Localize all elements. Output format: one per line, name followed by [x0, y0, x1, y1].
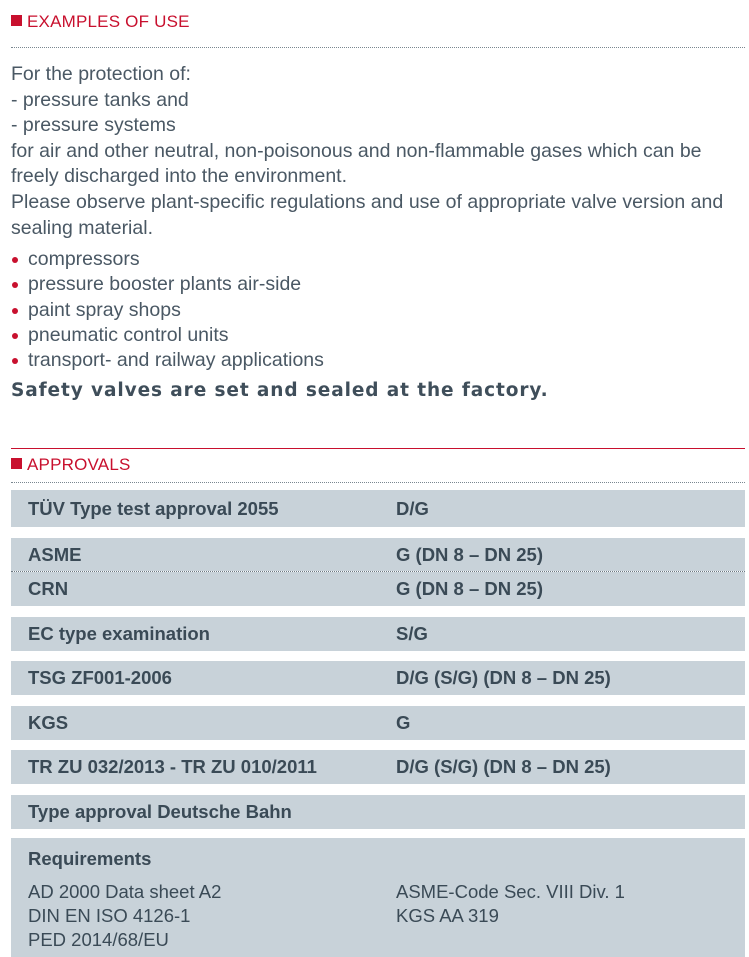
divider — [11, 47, 745, 48]
bullet-icon — [12, 308, 18, 314]
bullet-icon — [12, 358, 18, 364]
use-list — [11, 247, 745, 373]
approval-name: CRN — [28, 578, 69, 599]
requirements-right — [396, 880, 625, 928]
approval-name: KGS — [28, 712, 69, 733]
approval-name: TSG ZF001-2006 — [28, 667, 172, 688]
bullet-icon — [12, 333, 18, 339]
requirement-item: ASME-Code Sec. VIII Div. 1 — [396, 881, 625, 902]
approval-value: D/G (S/G) (DN 8 – DN 25) — [396, 756, 611, 777]
bullet-icon — [12, 257, 18, 263]
table-row — [11, 617, 745, 651]
approval-value: G (DN 8 – DN 25) — [396, 578, 544, 599]
requirement-item: DIN EN ISO 4126-1 — [28, 905, 191, 926]
divider — [11, 482, 745, 483]
approval-value: G (DN 8 – DN 25) — [396, 544, 544, 565]
requirement-item: AD 2000 Data sheet A2 — [28, 881, 222, 902]
approval-value: D/G — [396, 498, 429, 519]
list-item: transport- and railway applications — [11, 348, 745, 373]
approval-value: S/G — [396, 623, 428, 644]
list-item: pressure booster plants air-side — [11, 272, 745, 297]
dash-item: - pressure tanks and — [11, 88, 189, 111]
requirements-block — [11, 838, 745, 957]
requirement-item: PED 2014/68/EU — [28, 929, 169, 950]
approval-value: G — [396, 712, 411, 733]
approval-name: ASME — [28, 544, 82, 565]
paragraph: for air and other neutral, non-poisonous and non-flammable gases which can be freely discharged into the environment. — [11, 139, 702, 188]
table-row — [11, 538, 745, 571]
intro-text: For the protection of: — [11, 63, 191, 85]
requirements-left — [28, 880, 221, 952]
approvals-heading: APPROVALS — [11, 455, 131, 475]
approval-name: TR ZU 032/2013 - TR ZU 010/2011 — [28, 756, 317, 777]
table-row — [11, 490, 745, 527]
approval-name: EC type examination — [28, 623, 210, 644]
section-divider — [11, 448, 745, 449]
list-item: pneumatic control units — [11, 323, 745, 348]
factory-note: Safety valves are set and sealed at the factory. — [11, 379, 549, 401]
red-square-icon — [11, 15, 22, 26]
approval-value: D/G (S/G) (DN 8 – DN 25) — [396, 667, 611, 688]
list-item: compressors — [11, 247, 745, 272]
approval-name: Type approval Deutsche Bahn — [28, 801, 292, 822]
table-row — [11, 661, 745, 695]
table-row — [11, 572, 745, 606]
table-row — [11, 795, 745, 829]
red-square-icon — [11, 458, 22, 469]
dash-item: - pressure systems — [11, 114, 176, 137]
examples-heading: EXAMPLES OF USE — [11, 12, 190, 32]
paragraph: Please observe plant-specific regulations and use of appropriate valve version and sealing material. — [11, 190, 724, 239]
list-item: paint spray shops — [11, 298, 745, 323]
table-row — [11, 750, 745, 784]
bullet-icon — [12, 282, 18, 288]
approval-name: TÜV Type test approval 2055 — [28, 498, 279, 519]
requirements-title: Requirements — [28, 848, 152, 869]
requirement-item: KGS AA 319 — [396, 905, 499, 926]
table-row — [11, 706, 745, 740]
examples-body — [11, 62, 745, 403]
